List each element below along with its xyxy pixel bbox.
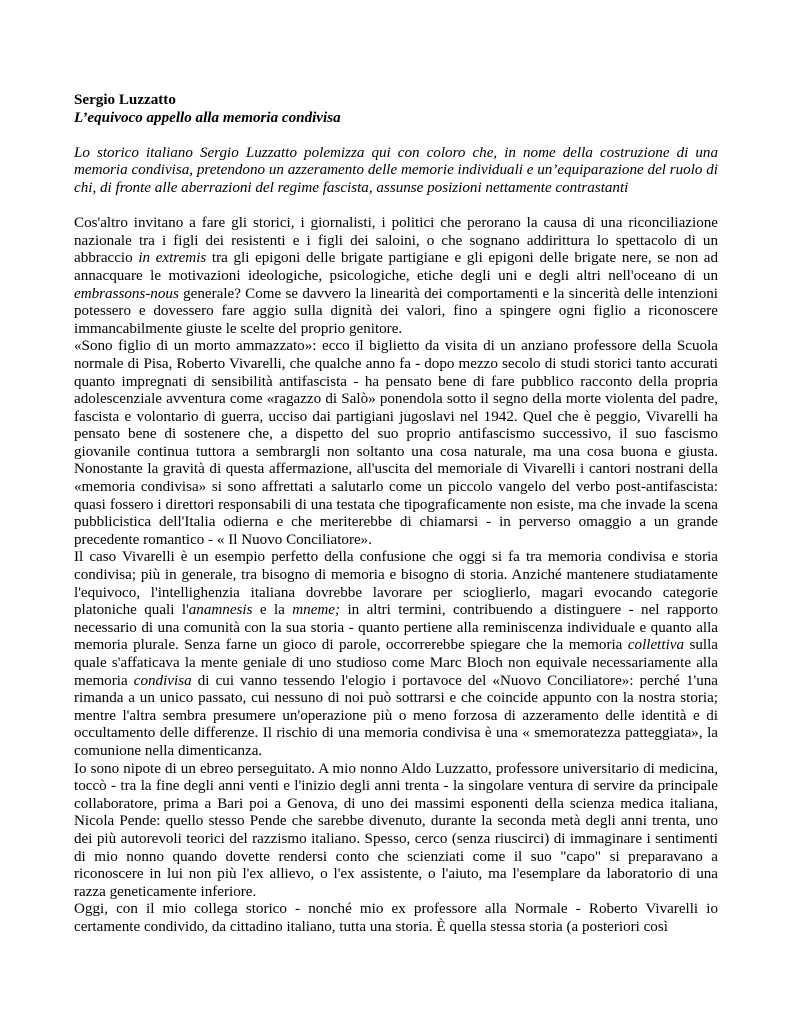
paragraph-text: di cui vanno tessendo l'elogio i portavoce del «Nuovo Conciliatore»: perché 1'una rimanda a un unico passato, cui nessuno di noi può sottrarsi e che coincide appunto con la nostra storia; mentre l'altra sembra presumere un'operazione più o meno forzosa di azzeramento delle identità e di occultamento delle differenze. Il rischio di una memoria condivisa è una « smemoratezza patteggiata», la comunione nella dimenticanza. [74, 672, 719, 759]
paragraph-text: «Sono figlio di un morto ammazzato»: ecco il biglietto da visita di un anziano professore della Scuola normale di Pisa, Roberto Vivarelli, che qualche anno fa - dopo mezzo secolo di studi storici tanto accurati quanto impregnati di sensibilità antifascista - ha pensato bene di fare pubblico racconto della propria adolescenziale avventura come «ragazzo di Salò» ponendola sotto il segno della morte violenta del padre, fascista e volontario di guerra, ucciso dai partigiani jugoslavi nel 1942. Quel che è peggio, Vivarelli ha pensato bene di sostenere che, a dispetto del suo proprio antifascismo successivo, il suo fascismo giovanile continua tuttora a sembrargli non soltanto una cosa naturale, ma una cosa buona e giusta. Nonostante la gravità di questa affermazione, all'uscita del memoriale di Vivarelli i cantori nostrani della «memoria condivisa» si sono affrettati a salutarlo come un piccolo vangelo del verbo post-antifascista: quasi fossero i direttori responsabili di una testata che tipograficamente non esiste, ma che invade la scena pubblicistica dell'Italia odierna e che meriterebbe di chiamarsi - in perverso omaggio a un grande precedente romantico - « Il Nuovo Conciliatore». [74, 338, 718, 548]
paragraph-text: Cos'altro invitano a fare gli storici, i giornalisti, i politici che perorano la causa di una riconciliazione nazionale tra i figli dei resistenti e i figli dei saloini, o che sognano addirittura lo spettacolo di un abbraccio [74, 215, 718, 267]
paragraph-text: generale? Come se davvero la linearità dei comportamenti e la sincerità delle intenzioni potessero e dovessero fare aggio sulla dignità dei valori, fino a spingere ogni figlio a riconoscere immancabilmente giuste le scelte del proprio genitore. [74, 285, 718, 337]
paragraph-text: Io sono nipote di un ebreo perseguitato. A mio nonno Aldo Luzzatto, professore universitario di medicina, toccò - tra la fine degli anni venti e l'inizio degli anni trenta - la singolare ventura di servire da principale collaboratore, prima a Bari poi a Genova, di uno dei massimi esponenti della scienza medica italiana, Nicola Pende: quello stesso Pende che sarebbe divenuto, durante la seconda metà degli anni trenta, uno dei più autorevoli teorici del razzismo italiano. Spesso, cerco (senza riuscirci) di immaginare i sentimenti di mio nonno quando dovette rendersi conto che scienziati come il suo "capo" si preparavano a riconoscere in lui non più l'ex allievo, o l'ex assistente, o l'aiuto, ma l'esemplare da laboratorio di una razza geneticamente inferiore. [74, 760, 718, 900]
document-page [74, 92, 718, 937]
italic-text: mneme; [292, 602, 341, 619]
body-paragraph [74, 761, 718, 902]
paragraph-text: in altri termini, contribuendo a distinguere - nel rapporto necessario di una comunità con la sua storia - quanto pertiene alla reminiscenza individuale e quanto alla memoria plurale. Senza farne un gioco di parole, occorrerebbe spiegare che la memoria [74, 602, 718, 654]
paragraph-text: Il caso Vivarelli è un esempio perfetto della confusione che oggi si fa tra memoria condivisa e storia condivisa; più in generale, tra bisogno di memoria e bisogno di storia. Anziché mantenere studiatamente l'equivoco, l'intellighenzia italiana dovrebbe lavorare per scioglierlo, magari evocando categorie platoniche quali l' [74, 549, 718, 619]
italic-text: anamnesis [188, 602, 253, 619]
body-paragraph [74, 215, 718, 338]
paragraph-text: Oggi, con il mio collega storico - nonché mio ex professore alla Normale - Roberto Vivarelli io certamente condivido, da cittadino italiano, tutta una storia. È quella stessa storia (a posteriori così [74, 901, 718, 935]
italic-text: embrassons-nous [74, 285, 179, 302]
article-title: L’equivoco appello alla memoria condivisa [74, 109, 341, 126]
paragraph-text: tra gli epigoni delle brigate partigiane e gli epigoni delle brigate nere, se non ad annacquare le motivazioni ideologiche, psicologiche, etiche degli uni e degli altri nell'oceano di un [74, 250, 719, 284]
italic-text: collettiva [627, 637, 685, 654]
article-body [74, 215, 718, 936]
body-paragraph [74, 549, 718, 760]
author-name: Sergio Luzzatto [74, 92, 176, 108]
body-paragraph [74, 338, 718, 549]
italic-text: condivisa [133, 672, 192, 689]
article-abstract: Lo storico italiano Sergio Luzzatto polemizza qui con coloro che, in nome della costruzione di una memoria condivisa, pretendono un azzeramento delle memorie individuali e un’equiparazione del ruolo di chi, di fronte alle aberrazioni del regime fascista, assunse posizioni nettamente contrastanti [74, 144, 718, 196]
italic-text: in extremis [138, 250, 207, 267]
paragraph-text: sulla quale s'affaticava la mente geniale di uno studioso come Marc Bloch non equivale necessariamente alla memoria [74, 637, 718, 689]
body-paragraph [74, 901, 718, 936]
paragraph-text: e la [252, 602, 293, 619]
